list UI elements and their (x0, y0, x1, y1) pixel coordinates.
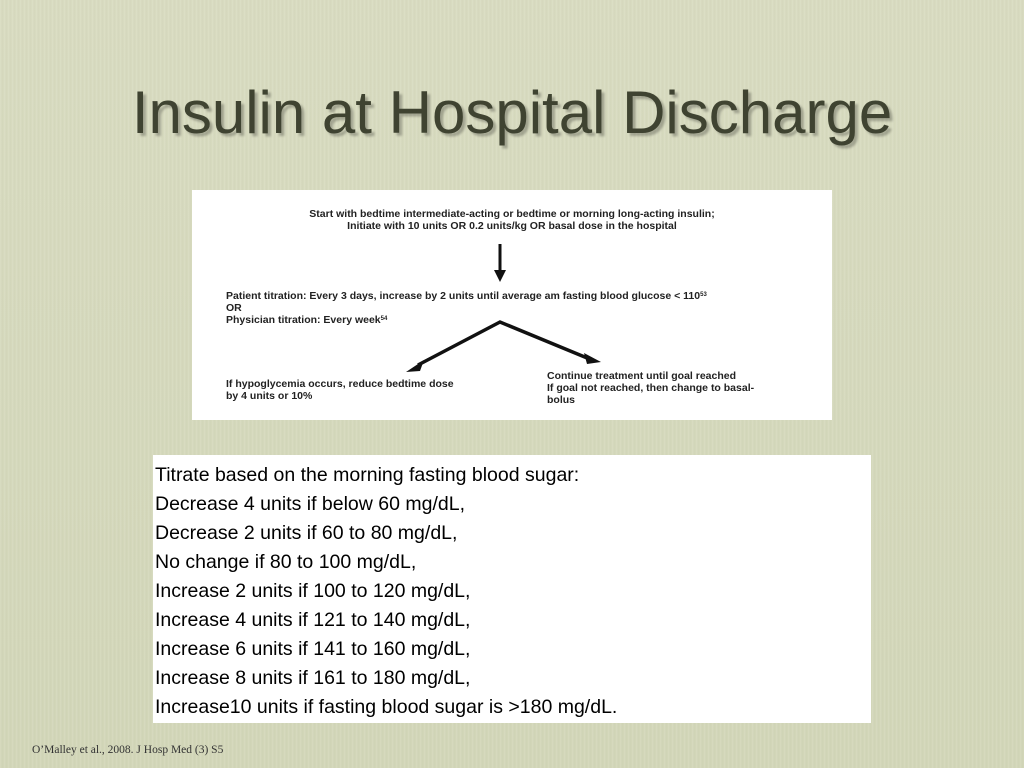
patient-titration-text (226, 290, 707, 302)
flowchart-start-box (192, 208, 832, 232)
physician-titration-text (226, 314, 707, 326)
flowchart-continue-branch (547, 370, 754, 406)
branch-line: bolus (547, 394, 575, 406)
citation: O’Malley et al., 2008. J Hosp Med (3) S5 (32, 744, 224, 756)
branch-line: by 4 units or 10% (226, 390, 313, 402)
or-label: OR (226, 302, 242, 314)
rule-line: Increase 6 units if 141 to 160 mg/dL, (155, 638, 471, 660)
branch-arrows-icon (406, 322, 601, 372)
titration-flowchart (192, 190, 832, 420)
branch-line: Continue treatment until goal reached (547, 370, 737, 382)
slide-title: Insulin at Hospital Discharge (131, 79, 893, 146)
titration-rules-box (153, 455, 871, 723)
rule-line: Increase 8 units if 161 to 180 mg/dL, (155, 667, 471, 689)
rules-heading: Titrate based on the morning fasting blood sugar: (155, 464, 580, 486)
start-line: Initiate with 10 units OR 0.2 units/kg OR basal dose in the hospital (347, 220, 677, 232)
rule-line: Decrease 2 units if 60 to 80 mg/dL, (155, 522, 458, 544)
branch-line: If goal not reached, then change to basal- (547, 382, 755, 394)
flowchart-titration-box (226, 290, 707, 326)
down-arrow-icon (494, 244, 506, 282)
flowchart-hypoglycemia-branch (226, 378, 454, 402)
rule-line: Increase 2 units if 100 to 120 mg/dL, (155, 580, 471, 602)
rule-line: No change if 80 to 100 mg/dL, (155, 551, 417, 573)
branch-line: If hypoglycemia occurs, reduce bedtime dose (226, 378, 454, 390)
reference-54: 54 (380, 316, 388, 322)
physician-titration-label: Physician titration: Every week (226, 314, 381, 326)
start-line: Start with bedtime intermediate-acting or bedtime or morning long-acting insulin; (309, 208, 715, 220)
rule-line: Increase 4 units if 121 to 140 mg/dL, (155, 609, 471, 631)
rule-line: Increase10 units if fasting blood sugar is >180 mg/dL. (155, 696, 618, 718)
rule-line: Decrease 4 units if below 60 mg/dL, (155, 493, 466, 515)
patient-titration-label: Patient titration: Every 3 days, increase by 2 units until average am fasting blood glucose < 110 (226, 290, 701, 302)
reference-53: 53 (700, 292, 707, 298)
